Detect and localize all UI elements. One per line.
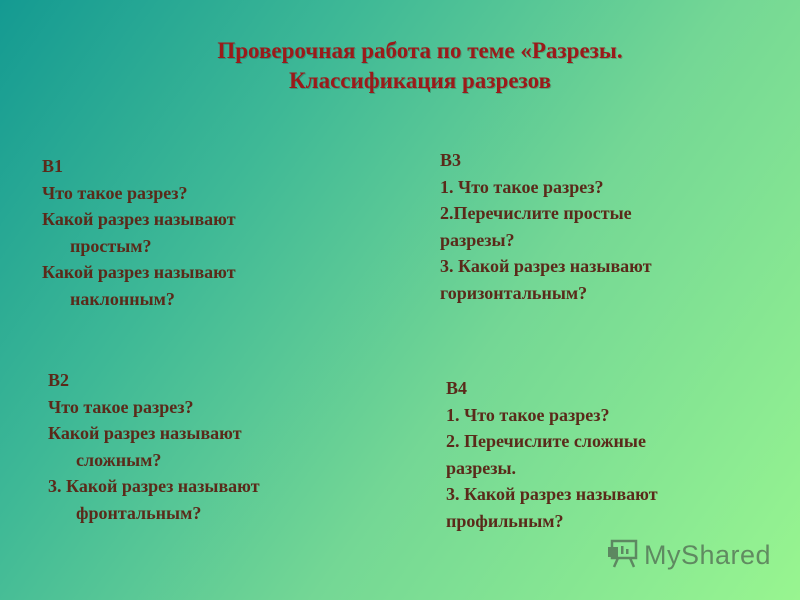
question-line: Что такое разрез? <box>48 396 194 417</box>
variant-heading: В2 <box>48 370 70 390</box>
presentation-board-icon <box>606 536 640 575</box>
title-line-2: Классификация разрезов <box>288 68 551 93</box>
question-line: 2. Перечислите сложные <box>446 431 646 451</box>
watermark-text: MyShared <box>644 539 772 570</box>
question-line: разрезы. <box>446 457 517 478</box>
question-line: 3. Какой разрез называют <box>440 256 652 276</box>
question-line: 3. Какой разрез называют <box>446 484 658 504</box>
title-line-1: Проверочная работа по теме «Разрезы. <box>217 38 623 63</box>
question-line: 1. Что такое разрез? <box>446 404 610 425</box>
question-line: наклонным? <box>70 288 175 309</box>
variant-heading: В1 <box>42 156 64 176</box>
question-line: Какой разрез называют <box>42 262 236 282</box>
question-line: фронтальным? <box>76 502 202 523</box>
question-line: разрезы? <box>440 229 515 250</box>
question-line: 3. Какой разрез называют <box>48 476 260 496</box>
question-line: профильным? <box>446 510 564 531</box>
question-line: Какой разрез называют <box>42 209 236 229</box>
variant-b2-block <box>48 367 260 526</box>
question-line: 2.Перечислите простые <box>440 203 632 223</box>
question-line: сложным? <box>76 449 162 470</box>
watermark-logo <box>606 538 771 572</box>
variant-b1-block <box>42 153 236 312</box>
question-line: горизонтальным? <box>440 282 588 303</box>
question-line: Что такое разрез? <box>42 182 188 203</box>
variant-b4-block <box>446 375 658 534</box>
variant-heading: В4 <box>446 378 468 398</box>
page-title <box>0 36 800 96</box>
question-line: простым? <box>70 235 152 256</box>
question-line: Какой разрез называют <box>48 423 242 443</box>
variant-b3-block <box>440 147 652 306</box>
question-line: 1. Что такое разрез? <box>440 176 604 197</box>
variant-heading: В3 <box>440 150 462 170</box>
